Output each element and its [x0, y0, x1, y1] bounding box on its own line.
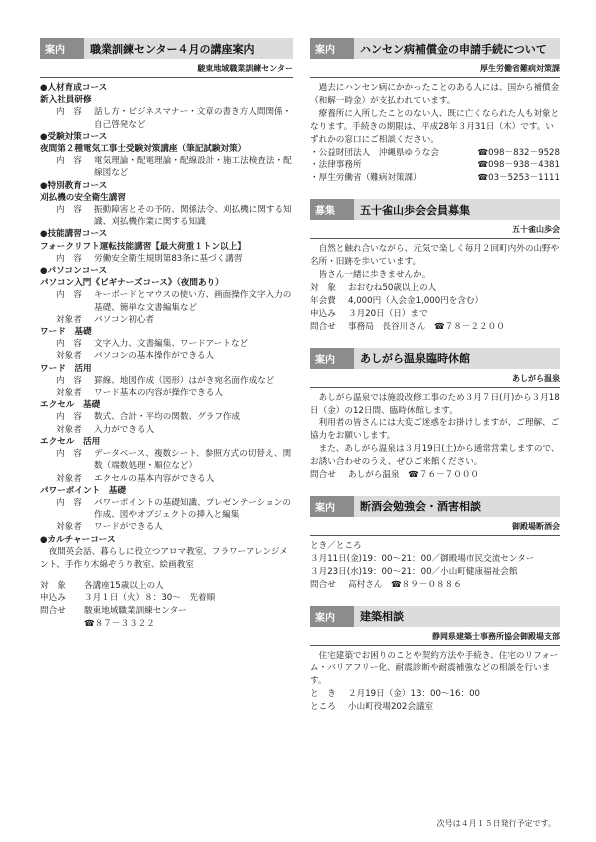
- category-tag: 案内: [310, 348, 354, 369]
- detail-key: 内 容: [56, 253, 82, 264]
- info-row: [310, 321, 560, 334]
- section-title: ハンセン病補償金の申請手続について: [354, 38, 560, 59]
- danshu-meeting: [310, 496, 560, 592]
- detail-key: 対象者: [56, 351, 82, 362]
- section-header: [310, 199, 560, 220]
- info-value: おおむね50歳以上の人: [348, 282, 437, 293]
- contact-tel: ☎03－5253－1111: [477, 173, 560, 184]
- detail-value: 文字入力、文書編集、ワードアートなど: [94, 339, 249, 350]
- detail-value: キーボードとマウスの使い方、画面操作文字入力の基礎、簡単な文書編集など: [94, 290, 292, 313]
- detail-key: 内 容: [56, 205, 82, 216]
- course-detail-row: [40, 106, 293, 130]
- course-detail-row: [40, 521, 293, 533]
- detail-key: 内 容: [56, 375, 82, 386]
- course-description: 夜間英会話、暮らしに役立つアロマ教室、フラワーアレンジメント、手作り木綿ぞうり教室、絵画教室: [40, 546, 288, 570]
- info-key: 申込み: [40, 593, 66, 604]
- organizer: 静岡県建築士事務所協会御殿場支部: [310, 629, 560, 646]
- contact-tel: ☎098－832－9528: [477, 147, 560, 158]
- section-header: [40, 38, 293, 59]
- detail-value: 労働安全衛生規則第83条に基づく講習: [94, 253, 243, 264]
- detail-value: データベース、複数シート、参照方式の切替え、関数（端数処理・順位など）: [94, 449, 292, 472]
- ashigara-closure: [310, 348, 560, 482]
- info-row: [310, 469, 560, 482]
- course-detail-row: [40, 497, 293, 521]
- schedule-heading: とき／ところ: [310, 540, 362, 551]
- category-tag: 募集: [310, 199, 354, 220]
- right-column: [310, 38, 560, 728]
- info-value: ３月20日（日）まで: [348, 308, 428, 319]
- contact-name: ・法律事務所: [310, 160, 362, 171]
- course-category: ●技能講習コース: [40, 229, 108, 240]
- info-key: 年会費: [310, 295, 336, 306]
- body-paragraph: 利用者の皆さんには大変ご迷惑をお掛けしますが、ご理解、ご協力をお願いします。: [310, 418, 560, 442]
- info-value: 小山町役場202会議室: [348, 702, 434, 713]
- info-row: [310, 688, 560, 701]
- next-issue-note: 次号は４月１５日発行予定です。: [436, 819, 556, 828]
- info-row: [40, 592, 293, 605]
- schedule-line: ３月23日(水)19：00～21：00／小山町健康福祉会館: [310, 566, 518, 577]
- hansen-notice: [310, 38, 560, 185]
- info-value: ２月19日（金）13：00～16：00: [348, 689, 481, 700]
- body-paragraph: 過去にハンセン病にかかったことのある人には、国から補償金（和解一時金）が支払われています。: [310, 83, 560, 106]
- detail-value: 振動障害とその予防、関係法令、刈払機に関する知識、刈払機作業に関する知識: [94, 205, 292, 228]
- category-tag: 案内: [40, 38, 84, 59]
- info-value: 事務局 長谷川さん ☎７８－２２００: [348, 321, 505, 332]
- course-detail-row: [40, 204, 293, 228]
- detail-key: 対象者: [56, 424, 82, 435]
- course-detail-row: [40, 387, 293, 399]
- organizer: あしがら温泉: [310, 371, 560, 388]
- category-tag: 案内: [310, 606, 354, 627]
- detail-key: 内 容: [56, 339, 82, 350]
- section-header: [310, 348, 560, 369]
- detail-value: パソコンの基本操作ができる人: [94, 351, 215, 362]
- detail-key: 内 容: [56, 497, 82, 508]
- contact-row: [310, 147, 560, 160]
- course-detail-row: [40, 411, 293, 423]
- course-detail-row: [40, 350, 293, 362]
- course-detail-row: [40, 289, 293, 313]
- course-title: エクセル 基礎: [40, 400, 101, 411]
- info-key: 対 象: [310, 282, 336, 293]
- info-key: ところ: [310, 702, 336, 713]
- course-title: パワーポイント 基礎: [40, 485, 126, 496]
- course-title: ワード 活用: [40, 363, 92, 374]
- info-key: 申込み: [310, 308, 336, 319]
- course-detail-row: [40, 448, 293, 472]
- detail-value: エクセルの基本内容ができる人: [94, 473, 215, 484]
- body-paragraph: 療養所に入所したことのない人、既に亡くなられた人も対象となります。手続きの期限は、平成28年３月31日（木）です。いずれかの窓口にご相談ください。: [310, 108, 560, 145]
- body-paragraph: 皆さん一緒に歩きませんか。: [318, 270, 431, 281]
- info-value: 各講座15歳以上の人: [84, 580, 164, 591]
- contact-name: ・公益財団法人 沖縄県ゆうな会: [310, 147, 439, 158]
- course-detail-row: [40, 155, 293, 179]
- info-value: ☎８７－３３２２: [84, 619, 155, 630]
- info-value: あしがら温泉 ☎７６－７０００: [348, 470, 480, 481]
- info-row: [310, 308, 560, 321]
- detail-value: 数式、合計・平均の関数、グラフ作成: [94, 412, 241, 423]
- info-key: [40, 618, 84, 631]
- detail-value: 話し方・ビジネスマナー・文章の書き方人間関係・自己啓発など: [94, 107, 292, 130]
- detail-key: 対象者: [56, 522, 82, 533]
- section-header: [310, 496, 560, 517]
- info-key: と き: [310, 689, 336, 700]
- section-title: あしがら温泉臨時休館: [354, 348, 560, 369]
- course-list: [40, 82, 293, 572]
- course-detail-row: [40, 338, 293, 350]
- course-detail-row: [40, 253, 293, 265]
- contact-row: [310, 172, 560, 185]
- info-key: 問合せ: [310, 470, 336, 481]
- schedule-line: ３月11日(金)19：00～21：00／御殿場市民交流センター: [310, 553, 535, 564]
- course-info: [40, 580, 293, 632]
- section-title: 建築相談: [354, 606, 560, 627]
- info-key: 問合せ: [310, 321, 336, 332]
- info-key: 問合せ: [40, 606, 66, 617]
- course-title: フォークリフト運転技能講習【最大荷重１トン以上】: [40, 241, 246, 252]
- info-value: 高村さん ☎８９－０８８６: [348, 579, 462, 590]
- info-row: [40, 580, 293, 593]
- course-title: 刈払機の安全衛生講習: [40, 192, 126, 203]
- contact-name: ・厚生労働省（難病対策課）: [310, 173, 422, 184]
- section-title: 断酒会勉強会・酒害相談: [354, 496, 560, 517]
- course-title: 夜間第２種電気工事士受験対策講座（筆記試験対策）: [40, 144, 247, 155]
- info-row: [310, 579, 560, 592]
- course-category: ●受験対策コース: [40, 131, 108, 142]
- course-category: ●人材育成コース: [40, 83, 108, 93]
- gojusan-recruit: [310, 199, 560, 333]
- info-key: 問合せ: [310, 579, 336, 590]
- section-header: [310, 606, 560, 627]
- body-paragraph: 住宅建築でお困りのことや契約方法や手続き、住宅のリフォーム・バリアフリー化、耐震診断や耐震補強などの相談を行います。: [310, 650, 559, 687]
- organizer: 駿東地域職業訓練センター: [40, 61, 293, 78]
- kenchiku-consult: [310, 606, 560, 715]
- left-column: [40, 38, 293, 631]
- detail-key: 内 容: [56, 156, 82, 167]
- detail-key: 内 容: [56, 107, 82, 118]
- info-row: [310, 282, 560, 295]
- detail-key: 対象者: [56, 314, 82, 325]
- detail-key: 内 容: [56, 412, 82, 423]
- detail-key: 内 容: [56, 290, 82, 301]
- course-title: 新入社員研修: [40, 95, 92, 106]
- course-detail-row: [40, 473, 293, 485]
- detail-value: パソコン初心者: [94, 314, 154, 325]
- info-value: 4,000円（入会金1,000円を含む）: [348, 295, 484, 306]
- body-paragraph: また、あしがら温泉は３月19日(土)から通常営業しますので、お誘い合わせのうえ、ぜひご来館ください。: [310, 444, 560, 468]
- detail-key: 対象者: [56, 388, 82, 399]
- detail-value: ワードができる人: [94, 522, 163, 533]
- info-value: ３月１日（火）８：30～ 先着順: [84, 593, 216, 604]
- organizer: 厚生労働省難病対策課: [310, 61, 560, 78]
- course-title: パソコン入門《ビギナーズコース》（夜間あり）: [40, 278, 224, 289]
- detail-key: 対象者: [56, 473, 82, 484]
- organizer: 御殿場断酒会: [310, 519, 560, 536]
- detail-value: パワーポイントの基礎知識、プレゼンテーションの作成、図やオブジェクトの挿入と編集: [94, 497, 291, 521]
- info-row: [310, 295, 560, 308]
- category-tag: 案内: [310, 38, 354, 59]
- info-row: [40, 618, 293, 631]
- info-key: 対 象: [40, 580, 66, 591]
- course-category: ●特別教育コース: [40, 180, 108, 191]
- info-row: [40, 605, 293, 618]
- section-title: 職業訓練センター４月の講座案内: [84, 38, 293, 59]
- contact-row: [310, 159, 560, 172]
- category-tag: 案内: [310, 496, 354, 517]
- organizer: 五十雀山歩会: [310, 222, 560, 239]
- detail-key: 内 容: [56, 449, 82, 460]
- course-detail-row: [40, 314, 293, 326]
- body-paragraph: あしがら温泉では施設改修工事のため３月７日(月)から３月18日（金）の12日間、臨時休館します。: [310, 392, 560, 416]
- course-category: ●カルチャーコース: [40, 534, 116, 545]
- detail-value: ワード基本の内容が操作できる人: [94, 388, 223, 399]
- body-paragraph: 自然と触れ合いながら、元気で楽しく毎月２回町内外の山野や名所・旧跡を歩いています。: [310, 244, 560, 268]
- detail-value: 罫線、地図作成（図形）はがき宛名面作成など: [94, 375, 275, 386]
- detail-value: 電気理論・配電理論・配線設計・施工法検査法・配線図など: [94, 156, 292, 179]
- contact-tel: ☎098－938－4381: [477, 160, 560, 171]
- course-detail-row: [40, 375, 293, 387]
- course-title: ワード 基礎: [40, 327, 92, 338]
- course-title: エクセル 活用: [40, 436, 101, 447]
- course-category: ●パソコンコース: [40, 266, 108, 277]
- info-row: [310, 701, 560, 714]
- section-header: [310, 38, 560, 59]
- course-detail-row: [40, 424, 293, 436]
- info-value: 駿東地域職業訓練センター: [84, 606, 187, 617]
- section-title: 五十雀山歩会会員募集: [354, 199, 560, 220]
- detail-value: 入力ができる人: [94, 424, 155, 435]
